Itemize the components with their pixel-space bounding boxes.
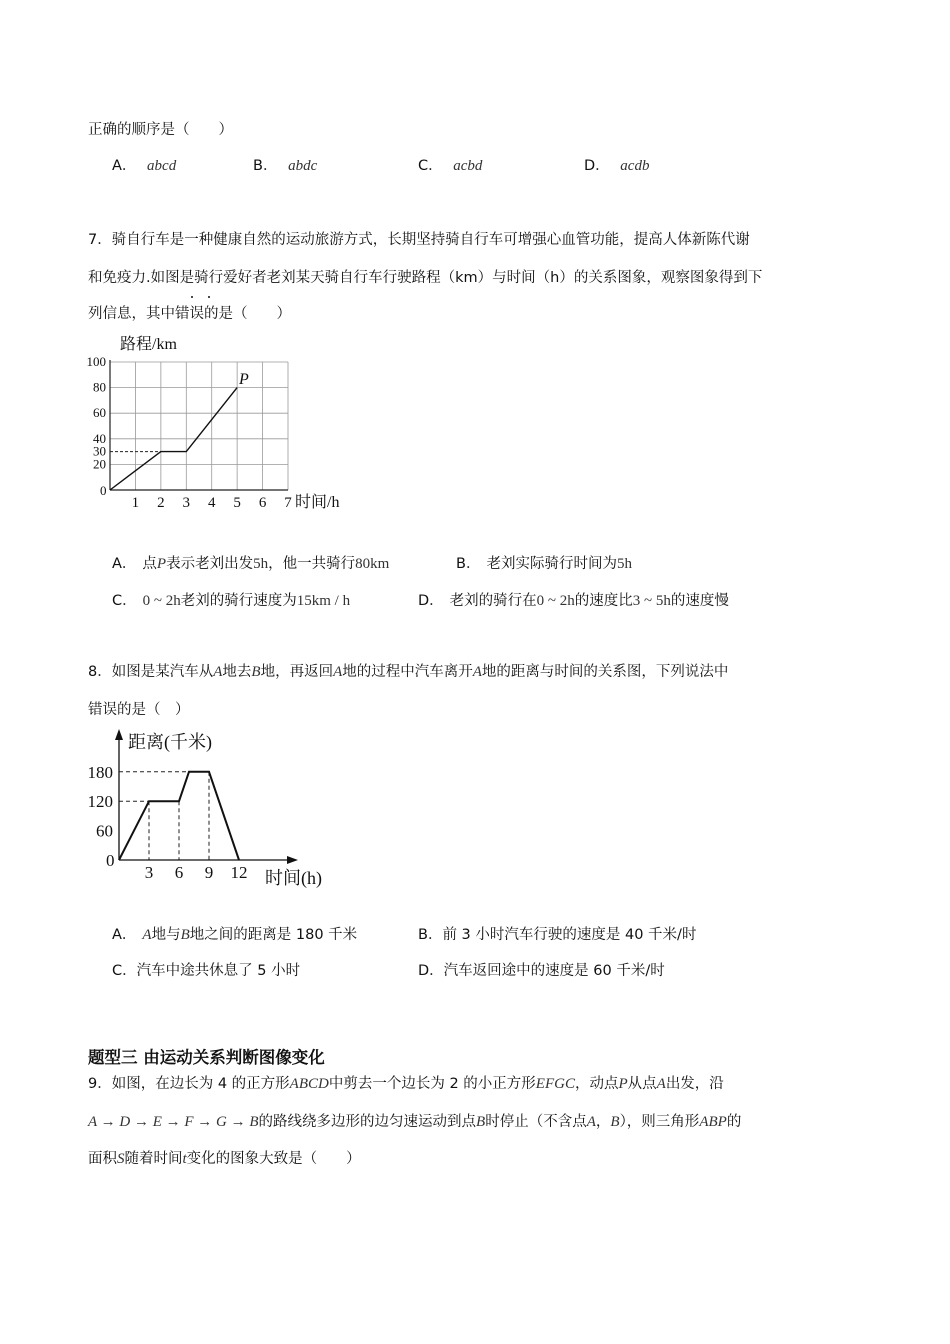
q9-text: ），则三角形 bbox=[619, 1114, 700, 1130]
option-text: ，他一共骑行 bbox=[268, 556, 356, 572]
q8-math: A bbox=[213, 664, 223, 680]
q8-stem-text: 地的过程中汽车离开 bbox=[342, 664, 473, 680]
option-letter: A． bbox=[112, 158, 137, 174]
section-heading: 题型三 由运动关系判断图像变化 bbox=[88, 1048, 325, 1067]
q8-stem-text: 地，再返回 bbox=[260, 664, 334, 680]
chart-y-label: 路程/km bbox=[120, 336, 177, 353]
q7-stem-text: 列信息，其中 bbox=[88, 306, 175, 322]
q7-stem-line2: 和免疫力.如图是骑行爱好者老刘某天骑自行车行驶路程（km）与时间（h）的关系图象，观察图象得到下 bbox=[88, 270, 763, 286]
q9-math: ABCD bbox=[289, 1076, 329, 1092]
option-letter: A． bbox=[112, 556, 137, 572]
q9-math: A bbox=[656, 1076, 666, 1092]
q6-option-d[interactable] bbox=[584, 154, 649, 175]
q8-stem-text: 地去 bbox=[222, 664, 252, 680]
q9-text: 出发，沿 bbox=[665, 1076, 724, 1092]
x-tick-label: 5 bbox=[233, 495, 241, 511]
option-letter: D． bbox=[584, 158, 610, 174]
y-tick-label: 60 bbox=[93, 405, 106, 421]
q9-math: ABP bbox=[699, 1114, 727, 1130]
x-tick-label: 6 bbox=[174, 863, 184, 882]
y-tick-label: 80 bbox=[93, 379, 106, 395]
q8-math: B bbox=[251, 664, 261, 680]
q6-option-c[interactable] bbox=[418, 154, 482, 175]
option-text: 的速度比 bbox=[574, 593, 633, 609]
q6-stem-tail: 正确的顺序是（ ） bbox=[88, 122, 233, 138]
q7-stem-text: 的是（ ） bbox=[204, 306, 291, 322]
option-letter: B． bbox=[456, 556, 481, 572]
q7-stem-line1: 7．骑自行车是一种健康自然的运动旅游方式，长期坚持骑自行车可增强心血管功能，提高人体新陈代谢 bbox=[88, 232, 750, 248]
option-letter: D． bbox=[418, 593, 444, 609]
option-text: 的速度慢 bbox=[670, 593, 729, 609]
q9-math: t bbox=[182, 1151, 187, 1167]
option-math: 80km bbox=[355, 556, 390, 572]
chart-origin-label: 0 bbox=[100, 483, 107, 498]
option-text: 老刘的骑行在 bbox=[449, 593, 537, 609]
emphasis-dot bbox=[191, 296, 193, 298]
option-math: A bbox=[142, 927, 152, 943]
x-tick-label: 12 bbox=[230, 863, 248, 882]
q9-stem-line3 bbox=[88, 1147, 361, 1168]
x-tick-label: 1 bbox=[131, 495, 140, 511]
option-value: acdb bbox=[620, 158, 650, 174]
option-math: 0 ~ 2h bbox=[536, 593, 575, 609]
q8-option-a[interactable] bbox=[112, 923, 357, 944]
x-tick-label: 3 bbox=[182, 495, 191, 511]
q6-option-b[interactable] bbox=[253, 154, 317, 175]
q9-text: 的 bbox=[726, 1114, 742, 1130]
option-math: 5h bbox=[253, 556, 269, 572]
chart-y-label: 距离(千米) bbox=[128, 732, 212, 752]
y-tick-label: 60 bbox=[96, 821, 113, 841]
x-tick-label: 9 bbox=[204, 863, 214, 882]
q7-option-b[interactable] bbox=[456, 552, 632, 573]
chart-tick-labels bbox=[87, 354, 293, 511]
q9-text: ， bbox=[595, 1114, 611, 1130]
q8-stem-text: 地的距离与时间的关系图，下列说法中 bbox=[481, 664, 729, 680]
option-text: 点 bbox=[142, 556, 157, 572]
point-p-label: P bbox=[239, 371, 249, 388]
distance-time-chart-8 bbox=[86, 722, 346, 892]
option-value: abcd bbox=[147, 158, 177, 174]
x-tick-label: 7 bbox=[284, 495, 292, 511]
q7-stem-line3 bbox=[88, 302, 291, 323]
q9-math: A → D → E → F → G → B bbox=[88, 1114, 259, 1130]
q8-stem-line2: 错误的是（ ） bbox=[88, 702, 190, 718]
q8-option-c[interactable]: C．汽车中途共休息了 5 小时 bbox=[112, 963, 301, 979]
chart-x-label: 时间/h bbox=[295, 494, 340, 511]
option-math: 5h bbox=[616, 556, 632, 572]
option-math: 15km / h bbox=[296, 593, 351, 609]
q9-text: 9．如图，在边长为 4 的正方形 bbox=[88, 1076, 290, 1092]
q7-emphasis: 错误 bbox=[175, 306, 204, 322]
x-tick-label: 6 bbox=[258, 495, 267, 511]
q9-text: ，动点 bbox=[574, 1076, 619, 1092]
option-letter: C． bbox=[112, 593, 137, 609]
y-tick-label: 30 bbox=[93, 443, 106, 459]
distance-time-chart-7 bbox=[86, 330, 376, 520]
q8-option-d[interactable]: D．汽车返回途中的速度是 60 千米/时 bbox=[418, 963, 665, 979]
option-text: 地之间的距离是 180 千米 bbox=[189, 927, 358, 943]
q9-math: B bbox=[610, 1114, 620, 1130]
option-math: B bbox=[180, 927, 190, 943]
q9-text: 变化的图象大致是（ ） bbox=[186, 1151, 361, 1167]
q7-option-d[interactable] bbox=[418, 589, 729, 610]
q9-text: 从点 bbox=[627, 1076, 657, 1092]
q9-text: 面积 bbox=[88, 1151, 117, 1167]
q8-stem-text: 8．如图是某汽车从 bbox=[88, 664, 214, 680]
option-text: 地与 bbox=[151, 927, 181, 943]
option-text: 老刘实际骑行时间为 bbox=[486, 556, 617, 572]
q9-math: B bbox=[476, 1114, 486, 1130]
y-tick-label: 180 bbox=[87, 762, 113, 782]
q9-stem-line1 bbox=[88, 1072, 724, 1093]
x-axis-arrow bbox=[287, 856, 298, 864]
chart-origin-label: 0 bbox=[106, 851, 115, 870]
option-math: P bbox=[156, 556, 167, 572]
q8-option-b[interactable]: B．前 3 小时汽车行驶的速度是 40 千米/时 bbox=[418, 927, 697, 943]
y-tick-label: 100 bbox=[86, 354, 106, 369]
x-tick-label: 3 bbox=[144, 863, 154, 882]
q9-text: 中剪去一个边长为 2 的小正方形 bbox=[328, 1076, 536, 1092]
option-letter: A． bbox=[112, 927, 137, 943]
y-tick-label: 20 bbox=[93, 456, 106, 472]
q9-text: 随着时间 bbox=[124, 1151, 183, 1167]
q9-math: S bbox=[117, 1151, 125, 1167]
x-tick-label: 4 bbox=[207, 495, 216, 511]
q8-math: A bbox=[472, 664, 482, 680]
emphasis-dot bbox=[208, 296, 210, 298]
q9-math: A bbox=[586, 1114, 596, 1130]
chart-x-label: 时间(h) bbox=[265, 868, 322, 888]
x-tick-label: 2 bbox=[157, 495, 165, 511]
q8-stem-line1 bbox=[88, 660, 728, 681]
q6-option-a[interactable] bbox=[112, 154, 176, 175]
q9-text: 的路线绕多边形的边匀速运动到点 bbox=[258, 1114, 477, 1130]
option-letter: C． bbox=[418, 158, 443, 174]
option-letter: B． bbox=[253, 158, 278, 174]
y-axis-arrow bbox=[115, 729, 123, 740]
q8-math: A bbox=[333, 664, 343, 680]
option-math: 0 ~ 2h bbox=[142, 593, 181, 609]
q9-math: EFGC bbox=[535, 1076, 575, 1092]
chart-grid bbox=[110, 362, 288, 490]
option-text: 老刘的骑行速度为 bbox=[180, 593, 297, 609]
option-value: acbd bbox=[453, 158, 483, 174]
y-tick-label: 120 bbox=[87, 792, 113, 812]
q9-math: P bbox=[618, 1076, 628, 1092]
y-tick-label: 40 bbox=[93, 430, 106, 446]
option-text: 表示老刘出发 bbox=[166, 556, 254, 572]
q7-option-c[interactable] bbox=[112, 589, 350, 610]
q7-option-a[interactable] bbox=[112, 552, 389, 573]
q9-stem-line2 bbox=[88, 1110, 741, 1131]
q9-text: 时停止（不含点 bbox=[485, 1114, 587, 1130]
option-value: abdc bbox=[288, 158, 318, 174]
option-math: 3 ~ 5h bbox=[632, 593, 671, 609]
chart-guides bbox=[119, 772, 209, 860]
